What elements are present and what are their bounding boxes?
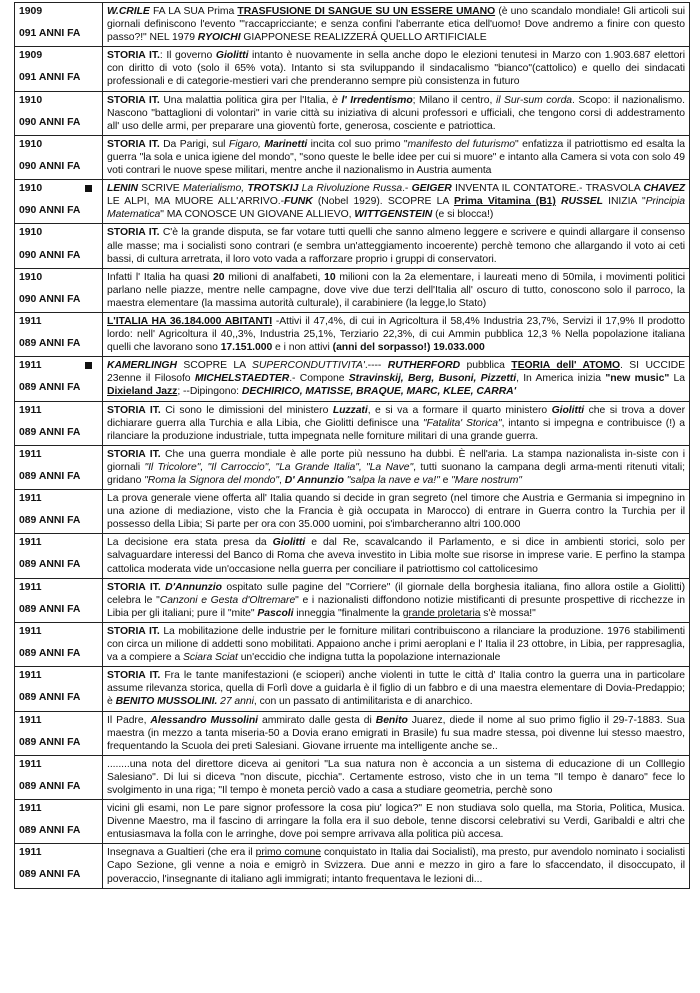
text-segment: pubblica [460, 360, 512, 372]
years-ago-label: 089 ANNI FA [19, 603, 81, 615]
date-cell [15, 268, 103, 312]
text-segment: Benito [375, 714, 408, 726]
text-segment: INVENTA IL CONTATORE.- TRASVOLA [451, 183, 644, 195]
square-bullet-icon [85, 362, 92, 369]
text-segment: (è uno scandalo mondiale! Gli articoli sui giornali definiscono l'evento "'raccapricciante; e senza confini l'aberrante etica dell'uomo! Dove andremo a finire con questo passo?!" NEL 1979 [107, 6, 685, 44]
text-segment: .---- [364, 360, 388, 372]
years-ago-label: 090 ANNI FA [19, 249, 81, 261]
years-ago-label: 090 ANNI FA [19, 293, 81, 305]
chronology-row [15, 401, 690, 445]
year-label [19, 581, 98, 594]
text-segment: Una malattia politica gira per l'Italia, [159, 94, 333, 106]
date-cell [15, 755, 103, 799]
entry-paragraph [107, 625, 685, 664]
years-ago-label: 089 ANNI FA [19, 338, 81, 350]
year-label [19, 448, 98, 461]
text-segment: intanto è nuovamente in sella anche dopo le elezioni tenutesi in Marzo con 1.903.687 elettori con diritto di voto (solo il 65% vota). Intanto si sta sviluppando il sindacalismo "bianco"(cattolico) e quello dei sindacati professionali e di categorie-mestieri vari che prenderanno sempre più consistenza in futuro [107, 50, 685, 88]
entry-paragraph [107, 492, 685, 531]
chronology-row [15, 357, 690, 401]
text-segment: ospitato sulle pagine del "Corriere" (il giornale della borghesia italiana, fino allora ostile a Giolitti) celebra le " [107, 581, 685, 606]
year-label [19, 846, 98, 859]
years-ago-label: 089 ANNI FA [19, 470, 81, 482]
year-text: 1911 [19, 493, 42, 505]
text-segment: (anni del sorpasso!) [332, 342, 431, 354]
years-ago-label: 089 ANNI FA [19, 780, 81, 792]
chronology-row [15, 47, 690, 91]
text-segment: Luzzati [332, 404, 368, 416]
text-segment: D' Annunzio [284, 475, 344, 486]
year-text: 1909 [19, 50, 43, 62]
year-label [19, 669, 98, 682]
text-segment: 10 [324, 271, 336, 283]
text-segment: Che una guerra mondiale è alle porte più nessuno ha dubbi. È nell'aria. La stampa nazionalista in-siste con i giornali [107, 448, 685, 473]
year-text: 1910 [19, 183, 43, 195]
chronology-table [14, 2, 690, 889]
entry-text-cell [103, 312, 690, 356]
text-segment: inneggia "finalmente la [293, 607, 403, 619]
chronology-row [15, 755, 690, 799]
years-ago-label: 089 ANNI FA [19, 648, 81, 660]
date-cell [15, 534, 103, 578]
chronology-row [15, 3, 690, 47]
text-segment: "Mare nostrum" [451, 475, 522, 486]
text-segment: manifesto del futurismo [407, 138, 516, 150]
text-segment: STORIA IT. [107, 581, 161, 593]
year-label [19, 536, 98, 549]
year-label [19, 802, 98, 815]
years-ago-label: 090 ANNI FA [19, 116, 81, 128]
text-segment: La prova generale viene offerta all' Italia quando si decide in gran segreto (nel timore che Austria e Germania si impegnino in una azione di mediazione, visto che la Francia è già occupata in Marocco) di entrare in Guerra contro la Turchia per il possesso della Libia; Si parte per ora con 35.000 uomini, poi s'imbarcheranno altri 100.000 [107, 493, 685, 531]
chronology-row [15, 844, 690, 888]
text-segment: Giolitti [551, 404, 585, 416]
text-segment: , con un passato di antimilitarista e di anarchico. [253, 696, 473, 708]
entry-text-cell [103, 844, 690, 888]
text-segment: " MA CONOSCE UN GIOVANE ALLIEVO, [160, 209, 355, 221]
text-segment: MICHELSTAEDTER [194, 373, 290, 385]
text-segment: .- Compone [289, 373, 349, 385]
text-segment: ; --Dipingono: [177, 386, 242, 398]
text-segment: Il Padre, [107, 714, 151, 726]
text-segment: Juarez, diede il nome al suo primo figlio il 29-7-1883. Sua maestra (in mezzo a tanta miseria-50 a Dovia erano emigrati in Brasile) fu sua madre stessa, poi divenne lui stesso maestro, frequentando la Scuola dei preti Salesiani. Giovane irruente ma intelligente anche se.. [107, 714, 685, 752]
entry-paragraph [107, 536, 685, 575]
years-ago-label: 090 ANNI FA [19, 160, 81, 172]
text-segment: FUNK [283, 196, 313, 208]
years-ago-label: 089 ANNI FA [19, 692, 81, 704]
text-segment: ammirato dalle gesta di [257, 714, 376, 726]
date-cell [15, 91, 103, 135]
years-ago-label: 089 ANNI FA [19, 382, 81, 394]
entry-text-cell [103, 224, 690, 268]
text-segment: Ci sono le dimissioni del ministero [160, 404, 333, 416]
text-segment: "new music" [605, 373, 670, 385]
text-segment: Figaro, [228, 138, 265, 150]
entry-text-cell [103, 401, 690, 445]
text-segment: LE ALPI, MA MUORE ALL'ARRIVO.- [107, 196, 284, 208]
years-ago-label: 089 ANNI FA [19, 825, 81, 837]
entry-paragraph [107, 448, 685, 487]
text-segment: TEORIA dell' ATOMO [511, 360, 620, 372]
text-segment: GIAPPONESE REALIZZERÁ QUELLO ARTIFICIALE [240, 32, 487, 44]
text-segment: Alessandro Mussolini [150, 714, 258, 726]
years-ago-label: 089 ANNI FA [19, 869, 81, 881]
text-segment: TROTSKIJ [247, 183, 299, 195]
text-segment: primo comune [255, 847, 321, 859]
entry-paragraph [107, 49, 685, 88]
text-segment: GEIGER [411, 183, 452, 195]
text-segment: 19.033.000 [433, 342, 485, 354]
text-segment: SCOPRE LA [176, 360, 252, 372]
text-segment: Fra le tante manifestazioni (e scioperi) anche violenti in tutte le città d' Italia contro la guerra una in particolare assume rilevanza storica, quella di Forlì dove a guidarla è il figlio di un fabbro e di una maestra elementare di Dovia-Predappio; è [107, 670, 685, 708]
year-text: 1911 [19, 847, 42, 859]
year-text: 1911 [19, 803, 42, 815]
text-segment: , intanto si impegna e contribuisce (!) a rilanciare la produzione industriale, tutta impegnata nelle forniture militari di una grande guerra. [107, 417, 686, 442]
year-label [19, 404, 98, 417]
entry-paragraph [107, 226, 685, 265]
text-segment: L'ITALIA HA 36.184.000 ABITANTI [107, 315, 273, 327]
year-label [19, 226, 98, 239]
text-segment: , In America inizia [516, 373, 606, 385]
text-segment: CHAVEZ [643, 183, 685, 195]
years-ago-label: 090 ANNI FA [19, 205, 81, 217]
text-segment: SUPERCONDUTTIVITA' [251, 360, 365, 372]
text-segment: STORIA IT. [107, 670, 161, 682]
text-segment: "salpa la nave e va!" [346, 475, 440, 486]
text-segment: STORIA IT. [107, 448, 161, 460]
text-segment: RUSSEL [561, 196, 603, 208]
text-segment: : Il governo [159, 50, 216, 62]
date-cell [15, 578, 103, 622]
years-ago-label: 091 ANNI FA [19, 72, 81, 84]
text-segment: D'Annunzio [165, 581, 222, 593]
entry-text-cell [103, 180, 690, 224]
chronology-row [15, 91, 690, 135]
text-segment: Infatti l' Italia ha quasi [107, 271, 213, 283]
text-segment: STORIA IT. [107, 50, 160, 62]
chronology-row [15, 135, 690, 179]
text-segment: BENITO MUSSOLINI. [115, 696, 218, 708]
text-segment: LENIN [107, 183, 138, 195]
text-segment: il Sur-sum corda [495, 94, 573, 106]
text-segment: TRASFUSIONE DI SANGUE SU UN ESSERE UMANO [237, 6, 496, 17]
entry-paragraph [107, 758, 685, 797]
years-ago-label: 089 ANNI FA [19, 736, 81, 748]
entry-paragraph [107, 714, 685, 753]
text-segment: , [279, 475, 285, 486]
year-text: 1910 [19, 227, 43, 239]
entry-text-cell [103, 800, 690, 844]
text-segment: e i non attivi [272, 342, 333, 354]
text-segment: milioni con la 2a elementare, i laureati meno di 50mila, i movimenti politici parlano nelle piazze, mentre nelle campagne, dove vive due terzi dell'Italia all' oscuro di tutto, conoscono solo il parroco, la maestra elementare (la massima autorità culturale), il carabiniere (la legge,lo Stato) [107, 271, 685, 309]
years-ago-label: 089 ANNI FA [19, 515, 81, 527]
text-segment: " e i nazionalisti diffondono notizie mistificanti di presunte prospettive di ricchezze in Libia per gli italiani; pure il "mite" [107, 594, 685, 619]
year-label [19, 182, 98, 195]
text-segment: grande proletaria [402, 607, 481, 619]
entry-text-cell [103, 135, 690, 179]
chronology-rows [15, 3, 690, 889]
date-cell [15, 224, 103, 268]
year-text: 1911 [19, 581, 42, 593]
text-segment: 20 [212, 271, 225, 283]
year-text: 1911 [19, 315, 42, 327]
entry-text-cell [103, 622, 690, 666]
text-segment: C'è la grande disputa, se far votare tutti quelli che sanno almeno leggere e scrivere e quindi allargare il consenso alle masse; ma i socialisti sono contrari (e sembra un'atteggiamento incoerente) perchè temono che allargando il voto ai ceti bassi, di cultura arretrata, il loro voto vada a rafforzare proprio i gruppi di conservatori. [107, 227, 685, 265]
text-segment: Pascoli [257, 607, 294, 619]
text-segment: WITTGENSTEIN [354, 209, 433, 221]
text-segment: STORIA IT. [107, 625, 160, 637]
text-segment: STORIA IT. [107, 404, 161, 416]
text-segment: . Scopo: il nazionalismo. Nascono "battaglioni di volontari" in varie città su iniziativa di alcuni professori e ufficiali, che tengono corsi di addestramento all' uso delle armi, per preparare una gioventù forte, generosa, cosciente e patriottica. [107, 94, 685, 132]
year-text: 1910 [19, 271, 43, 283]
text-segment: (e si blocca!) [432, 209, 494, 221]
chronology-row [15, 578, 690, 622]
text-segment: Stravinskij, Berg, Busoni, Pizzetti [348, 373, 517, 385]
date-cell [15, 622, 103, 666]
text-segment: STORIA IT. [107, 94, 160, 106]
text-segment: è [332, 94, 338, 106]
chronology-row [15, 445, 690, 489]
text-segment: Marinetti [264, 138, 308, 150]
text-segment: W.CRILE [107, 6, 150, 17]
date-cell [15, 3, 103, 47]
year-text: 1909 [19, 6, 43, 17]
text-segment: Dixieland Jazz [107, 386, 178, 398]
date-cell [15, 844, 103, 888]
chronology-row [15, 312, 690, 356]
text-segment: SCRIVE [137, 183, 183, 195]
entry-paragraph [107, 404, 685, 443]
text-segment: e dal Re, scavalcando il Parlamento, e si dice in ambienti storici, solo per salvaguardare interessi del Banco di Roma che aveva investito in Libia molte sue risorse in imprese varie. E perfino la stampa cattolica moderata vide un'occasione nella guerra per conciliare il patriottismo col cattolicesimo [107, 537, 685, 575]
chronology-row [15, 534, 690, 578]
years-ago-label: 089 ANNI FA [19, 559, 81, 571]
entry-text-cell [103, 578, 690, 622]
text-segment: Materialismo, [182, 183, 248, 195]
entry-text-cell [103, 490, 690, 534]
text-segment: STORIA IT. [107, 227, 160, 239]
year-label [19, 714, 98, 727]
year-text: 1910 [19, 138, 43, 150]
text-segment: vicini gli esami, non Le pare signor professore la cosa piu' logica?" E non studiava solo quella, ma Storia, Politica, Musica. Divenne Maestro, ma il fascino di arringare la folla era il suo debole, tenne discorsi celebrativi su Verdi, Garibaldi e altri che entusiasmava la folla con le arringhe, dove poi sempre arrivava alla politica più accesa. [107, 803, 685, 841]
entry-paragraph [107, 846, 685, 885]
year-label [19, 492, 98, 505]
year-text: 1911 [19, 625, 42, 637]
text-segment: incita col suo primo " [307, 138, 408, 150]
text-segment: ........una nota del direttore diceva ai genitori "La sua natura non è acconcia a un sistema di educazione di un Colllegio Salesiano". Di lui si diceva "non discute, picchia". Certamente estroso, visto che in un tema "Il tempo è danaro" fece lo svolgimento in una riga; "Il tempo è moneta perciò vado a casa a studiare geometria, perchè sono [107, 758, 685, 796]
text-segment: un'eccidio che indigna tutta la popolazione internazionale [237, 652, 501, 664]
text-segment: ; Milano il centro, [412, 94, 496, 106]
date-cell [15, 800, 103, 844]
year-text: 1911 [19, 758, 42, 770]
entry-paragraph [107, 138, 685, 177]
entry-text-cell [103, 3, 690, 47]
year-label [19, 271, 98, 284]
date-cell [15, 135, 103, 179]
year-label [19, 49, 98, 62]
text-segment: .- [402, 183, 412, 195]
text-segment: 17.151.000 [220, 342, 273, 354]
chronology-row [15, 800, 690, 844]
date-cell [15, 711, 103, 755]
date-cell [15, 357, 103, 401]
text-segment: RYOICHI [197, 32, 241, 44]
year-text: 1911 [19, 670, 42, 682]
text-segment: La decisione era stata presa da [107, 537, 273, 549]
entry-paragraph [107, 271, 685, 310]
chronology-row [15, 711, 690, 755]
text-segment: . SI UCCIDE 23enne il Filosofo [107, 360, 686, 385]
entry-paragraph [107, 94, 685, 133]
text-segment: La Rivoluzione Russa [301, 183, 403, 195]
year-label [19, 138, 98, 151]
chronology-page [14, 2, 690, 988]
text-segment: (Nobel 1929). SCOPRE LA [312, 196, 454, 208]
entry-paragraph [107, 359, 685, 398]
entry-text-cell [103, 357, 690, 401]
text-segment: conquistato in Italia dai Socialisti), ma presto, pur avendolo nominato i socialisti Capo Sezione, gli venne a noia e emigrò in Svizzera. Due anni e mezzo in giro a fare lo sfaccendato, il disoccupato, il poveraccio, l'insegnante di italiano agli immigrati; intanto frequentava le lezioni di... [107, 847, 685, 885]
year-text: 1911 [19, 360, 42, 372]
text-segment: DECHIRICO, MATISSE, BRAQUE, MARC, KLEE, CARRA' [241, 386, 517, 398]
year-label [19, 758, 98, 771]
year-label [19, 315, 98, 328]
text-segment: " enfatizza il patriottismo ed esalta la guerra "la sola e unica igiene del mondo", "sono queste le belle idee per cui si muore" e intanto alla Camera si vota con solo 49 voti contrari le nuove spese militari, mentre anche il nazionalismo in Austria aumenta [107, 138, 686, 177]
text-segment: l' Irredentismo [341, 94, 413, 106]
entry-paragraph [107, 315, 685, 354]
text-segment: Prima Vitamina (B1) [453, 196, 556, 208]
entry-paragraph [107, 5, 685, 44]
entry-paragraph [107, 581, 685, 620]
text-segment: Da Parigi, sul [159, 138, 229, 150]
text-segment: "Il Tricolore", "Il Carroccio", "La Grande Italia", "La Nave" [144, 461, 414, 473]
entry-text-cell [103, 91, 690, 135]
years-ago-label: 089 ANNI FA [19, 426, 81, 438]
text-segment: Giolitti [272, 537, 306, 549]
text-segment: Principia Matematica [107, 196, 685, 221]
year-text: 1911 [19, 404, 42, 416]
text-segment: Giolitti [215, 50, 249, 62]
text-segment: INIZIA " [602, 196, 646, 208]
text-segment: , e si va a formare il quarto ministero [367, 404, 552, 416]
date-cell [15, 180, 103, 224]
text-segment: milioni di analfabeti, [224, 271, 325, 283]
chronology-row [15, 490, 690, 534]
text-segment: KAMERLINGH [107, 360, 177, 372]
entry-text-cell [103, 534, 690, 578]
date-cell [15, 667, 103, 711]
text-segment: Canzoni e Gesta d'Oltremare [159, 594, 296, 606]
entry-text-cell [103, 667, 690, 711]
date-cell [15, 445, 103, 489]
text-segment: La mobilitazione delle industrie per le forniture militari contribuiscono a rilanciare la produzione. 1976 stabilimenti con circa un milione di addetti sono mobilitati. Appaiono anche i primi aeroplani e l' Italia il 23 ottobre, in Libia, per rappresaglia, va a compiere a [107, 625, 685, 664]
year-label [19, 94, 98, 107]
text-segment: -Attivi il 47,4%, di cui in Agricoltura il 58,4% Industria 23,7%, Servizi il 17,9% Il prodotto lordo: nell' Agricoltura il 40,,3%, Industria 25,1%, Terziario 22,3%, di cui Ammin pubblica 12,3 % Nella popolazione italiana quelli che lavorano sono [107, 315, 685, 354]
square-bullet-icon [85, 185, 92, 192]
date-cell [15, 47, 103, 91]
text-segment: Sciara Sciat [183, 652, 238, 664]
year-label [19, 5, 98, 18]
year-label [19, 625, 98, 638]
text-segment: s'è mossa!" [480, 607, 536, 619]
entry-text-cell [103, 755, 690, 799]
chronology-row [15, 622, 690, 666]
chronology-row [15, 180, 690, 224]
text-segment: 27 anni [220, 696, 254, 708]
date-cell [15, 312, 103, 356]
text-segment: , tutti suonano la campana degli arma-menti ritenuti vitali; gridano [107, 461, 685, 486]
year-text: 1911 [19, 537, 42, 549]
text-segment: "Fatalita' Storica" [422, 417, 502, 429]
entry-text-cell [103, 268, 690, 312]
year-label [19, 359, 98, 372]
text-segment: RUTHERFORD [387, 360, 461, 372]
date-cell [15, 490, 103, 534]
entry-text-cell [103, 47, 690, 91]
years-ago-label: 091 ANNI FA [19, 28, 81, 40]
text-segment: La [669, 373, 686, 385]
chronology-row [15, 667, 690, 711]
text-segment: che si trova a dover dichiarare guerra alla Turchia e alla Libia, che Giolitti definisce una [107, 404, 685, 429]
year-text: 1910 [19, 94, 43, 106]
year-text: 1911 [19, 448, 42, 460]
text-segment: STORIA IT. [107, 138, 160, 150]
entry-text-cell [103, 711, 690, 755]
text-segment: FA LA SUA Prima [149, 6, 238, 17]
year-text: 1911 [19, 714, 42, 726]
text-segment: e [439, 475, 452, 486]
text-segment: Insegnava a Gualtieri (che era il [107, 847, 256, 859]
entry-text-cell [103, 445, 690, 489]
entry-paragraph [107, 802, 685, 841]
text-segment: "Roma la Signora del mondo" [144, 475, 279, 486]
entry-paragraph [107, 182, 685, 221]
chronology-row [15, 268, 690, 312]
entry-paragraph [107, 669, 685, 708]
chronology-row [15, 224, 690, 268]
date-cell [15, 401, 103, 445]
